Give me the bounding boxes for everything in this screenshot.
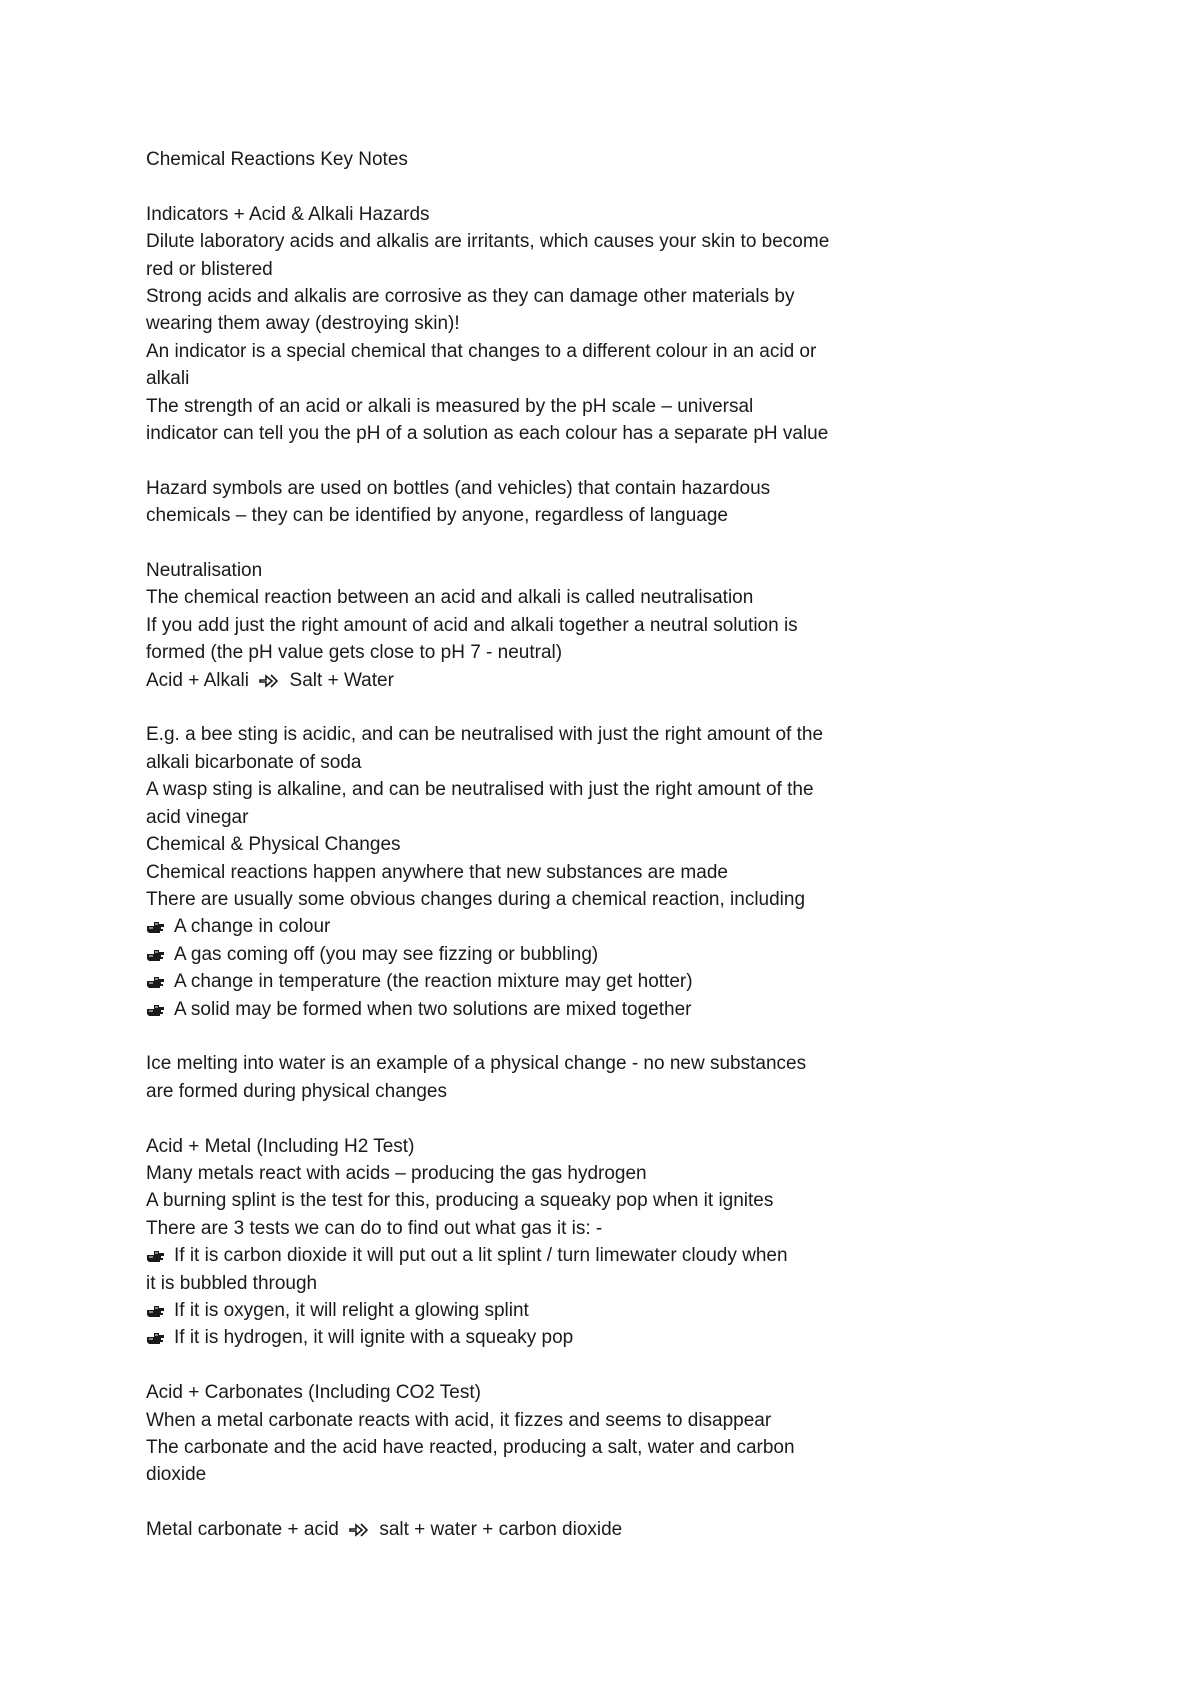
bullet-text: A gas coming off (you may see fizzing or bubbling) <box>174 943 599 965</box>
bullet-text: If it is oxygen, it will relight a glowing splint <box>174 1299 529 1321</box>
text-line: Chemical reactions happen anywhere that new substances are made <box>146 861 728 883</box>
text-line: Hazard symbols are used on bottles (and vehicles) that contain hazardous <box>146 477 771 499</box>
text-line: Dilute laboratory acids and alkalis are irritants, which causes your skin to become <box>146 231 830 253</box>
bullet-text: A change in colour <box>174 916 331 938</box>
text-line: chemicals – they can be identified by anyone, regardless of language <box>146 505 728 527</box>
section-heading-acid-metal: Acid + Metal (Including H2 Test) <box>146 1135 415 1157</box>
bullet-item <box>146 913 906 940</box>
text-line: acid vinegar <box>146 806 249 828</box>
bullet-continuation: it is bubbled through <box>146 1272 318 1294</box>
spacer <box>146 173 906 200</box>
bullet-item <box>146 1324 906 1351</box>
text-line: The chemical reaction between an acid and alkali is called neutralisation <box>146 587 754 609</box>
text-line: The strength of an acid or alkali is measured by the pH scale – universal <box>146 395 754 417</box>
bullet-item <box>146 1242 906 1269</box>
pointing-hand-icon <box>146 947 166 963</box>
section-heading-acid-carbonates: Acid + Carbonates (Including CO2 Test) <box>146 1382 481 1404</box>
text-line: If you add just the right amount of acid and alkali together a neutral solution is <box>146 614 798 636</box>
text-line: There are usually some obvious changes during a chemical reaction, including <box>146 888 806 910</box>
text-line: When a metal carbonate reacts with acid, it fizzes and seems to disappear <box>146 1409 772 1431</box>
bullet-text: A change in temperature (the reaction mixture may get hotter) <box>174 971 693 993</box>
section-heading-neutralisation: Neutralisation <box>146 560 263 582</box>
pointing-hand-icon <box>146 919 166 935</box>
document-page <box>146 146 906 1544</box>
spacer <box>146 447 906 474</box>
spacer <box>146 530 906 557</box>
spacer <box>146 1489 906 1516</box>
bullet-text: If it is carbon dioxide it will put out a lit splint / turn limewater cloudy when <box>174 1245 788 1267</box>
pointing-hand-icon <box>146 1002 166 1018</box>
spacer <box>146 694 906 721</box>
spacer <box>146 1105 906 1132</box>
bullet-item <box>146 996 906 1023</box>
bullet-item <box>146 941 906 968</box>
bullet-text: A solid may be formed when two solutions are mixed together <box>174 998 692 1020</box>
pointing-hand-icon <box>146 1248 166 1264</box>
reaction-arrow-icon <box>258 672 280 690</box>
bullet-text: If it is hydrogen, it will ignite with a squeaky pop <box>174 1327 574 1349</box>
bullet-item <box>146 1297 906 1324</box>
text-line: Strong acids and alkalis are corrosive as they can damage other materials by <box>146 286 795 308</box>
text-line: alkali <box>146 368 190 390</box>
text-line: An indicator is a special chemical that changes to a different colour in an acid or <box>146 340 817 362</box>
text-line: E.g. a bee sting is acidic, and can be neutralised with just the right amount of the <box>146 724 824 746</box>
spacer <box>146 1352 906 1379</box>
reaction-arrow-icon <box>348 1521 370 1539</box>
text-line: There are 3 tests we can do to find out what gas it is: - <box>146 1217 603 1239</box>
bullet-item <box>146 968 906 995</box>
text-line: dioxide <box>146 1464 207 1486</box>
word-equation <box>146 667 906 694</box>
pointing-hand-icon <box>146 974 166 990</box>
section-heading-changes: Chemical & Physical Changes <box>146 834 401 856</box>
text-line: The carbonate and the acid have reacted, producing a salt, water and carbon <box>146 1436 795 1458</box>
section-heading-indicators: Indicators + Acid & Alkali Hazards <box>146 203 430 225</box>
text-line: formed (the pH value gets close to pH 7 - neutral) <box>146 642 563 664</box>
text-line: A wasp sting is alkaline, and can be neutralised with just the right amount of the <box>146 779 814 801</box>
equation-products: salt + water + carbon dioxide <box>379 1519 623 1541</box>
pointing-hand-icon <box>146 1303 166 1319</box>
equation-reactants: Acid + Alkali <box>146 669 249 691</box>
text-line: wearing them away (destroying skin)! <box>146 313 460 335</box>
text-line: alkali bicarbonate of soda <box>146 751 362 773</box>
equation-products: Salt + Water <box>289 669 394 691</box>
text-line: indicator can tell you the pH of a solution as each colour has a separate pH value <box>146 423 829 445</box>
text-line: A burning splint is the test for this, producing a squeaky pop when it ignites <box>146 1190 774 1212</box>
document-title: Chemical Reactions Key Notes <box>146 149 408 170</box>
text-line: Many metals react with acids – producing the gas hydrogen <box>146 1162 647 1184</box>
equation-reactants: Metal carbonate + acid <box>146 1519 339 1541</box>
word-equation <box>146 1516 906 1543</box>
text-line: Ice melting into water is an example of a physical change - no new substances <box>146 1053 807 1075</box>
pointing-hand-icon <box>146 1330 166 1346</box>
spacer <box>146 1023 906 1050</box>
text-line: are formed during physical changes <box>146 1080 448 1102</box>
text-line: red or blistered <box>146 258 273 280</box>
